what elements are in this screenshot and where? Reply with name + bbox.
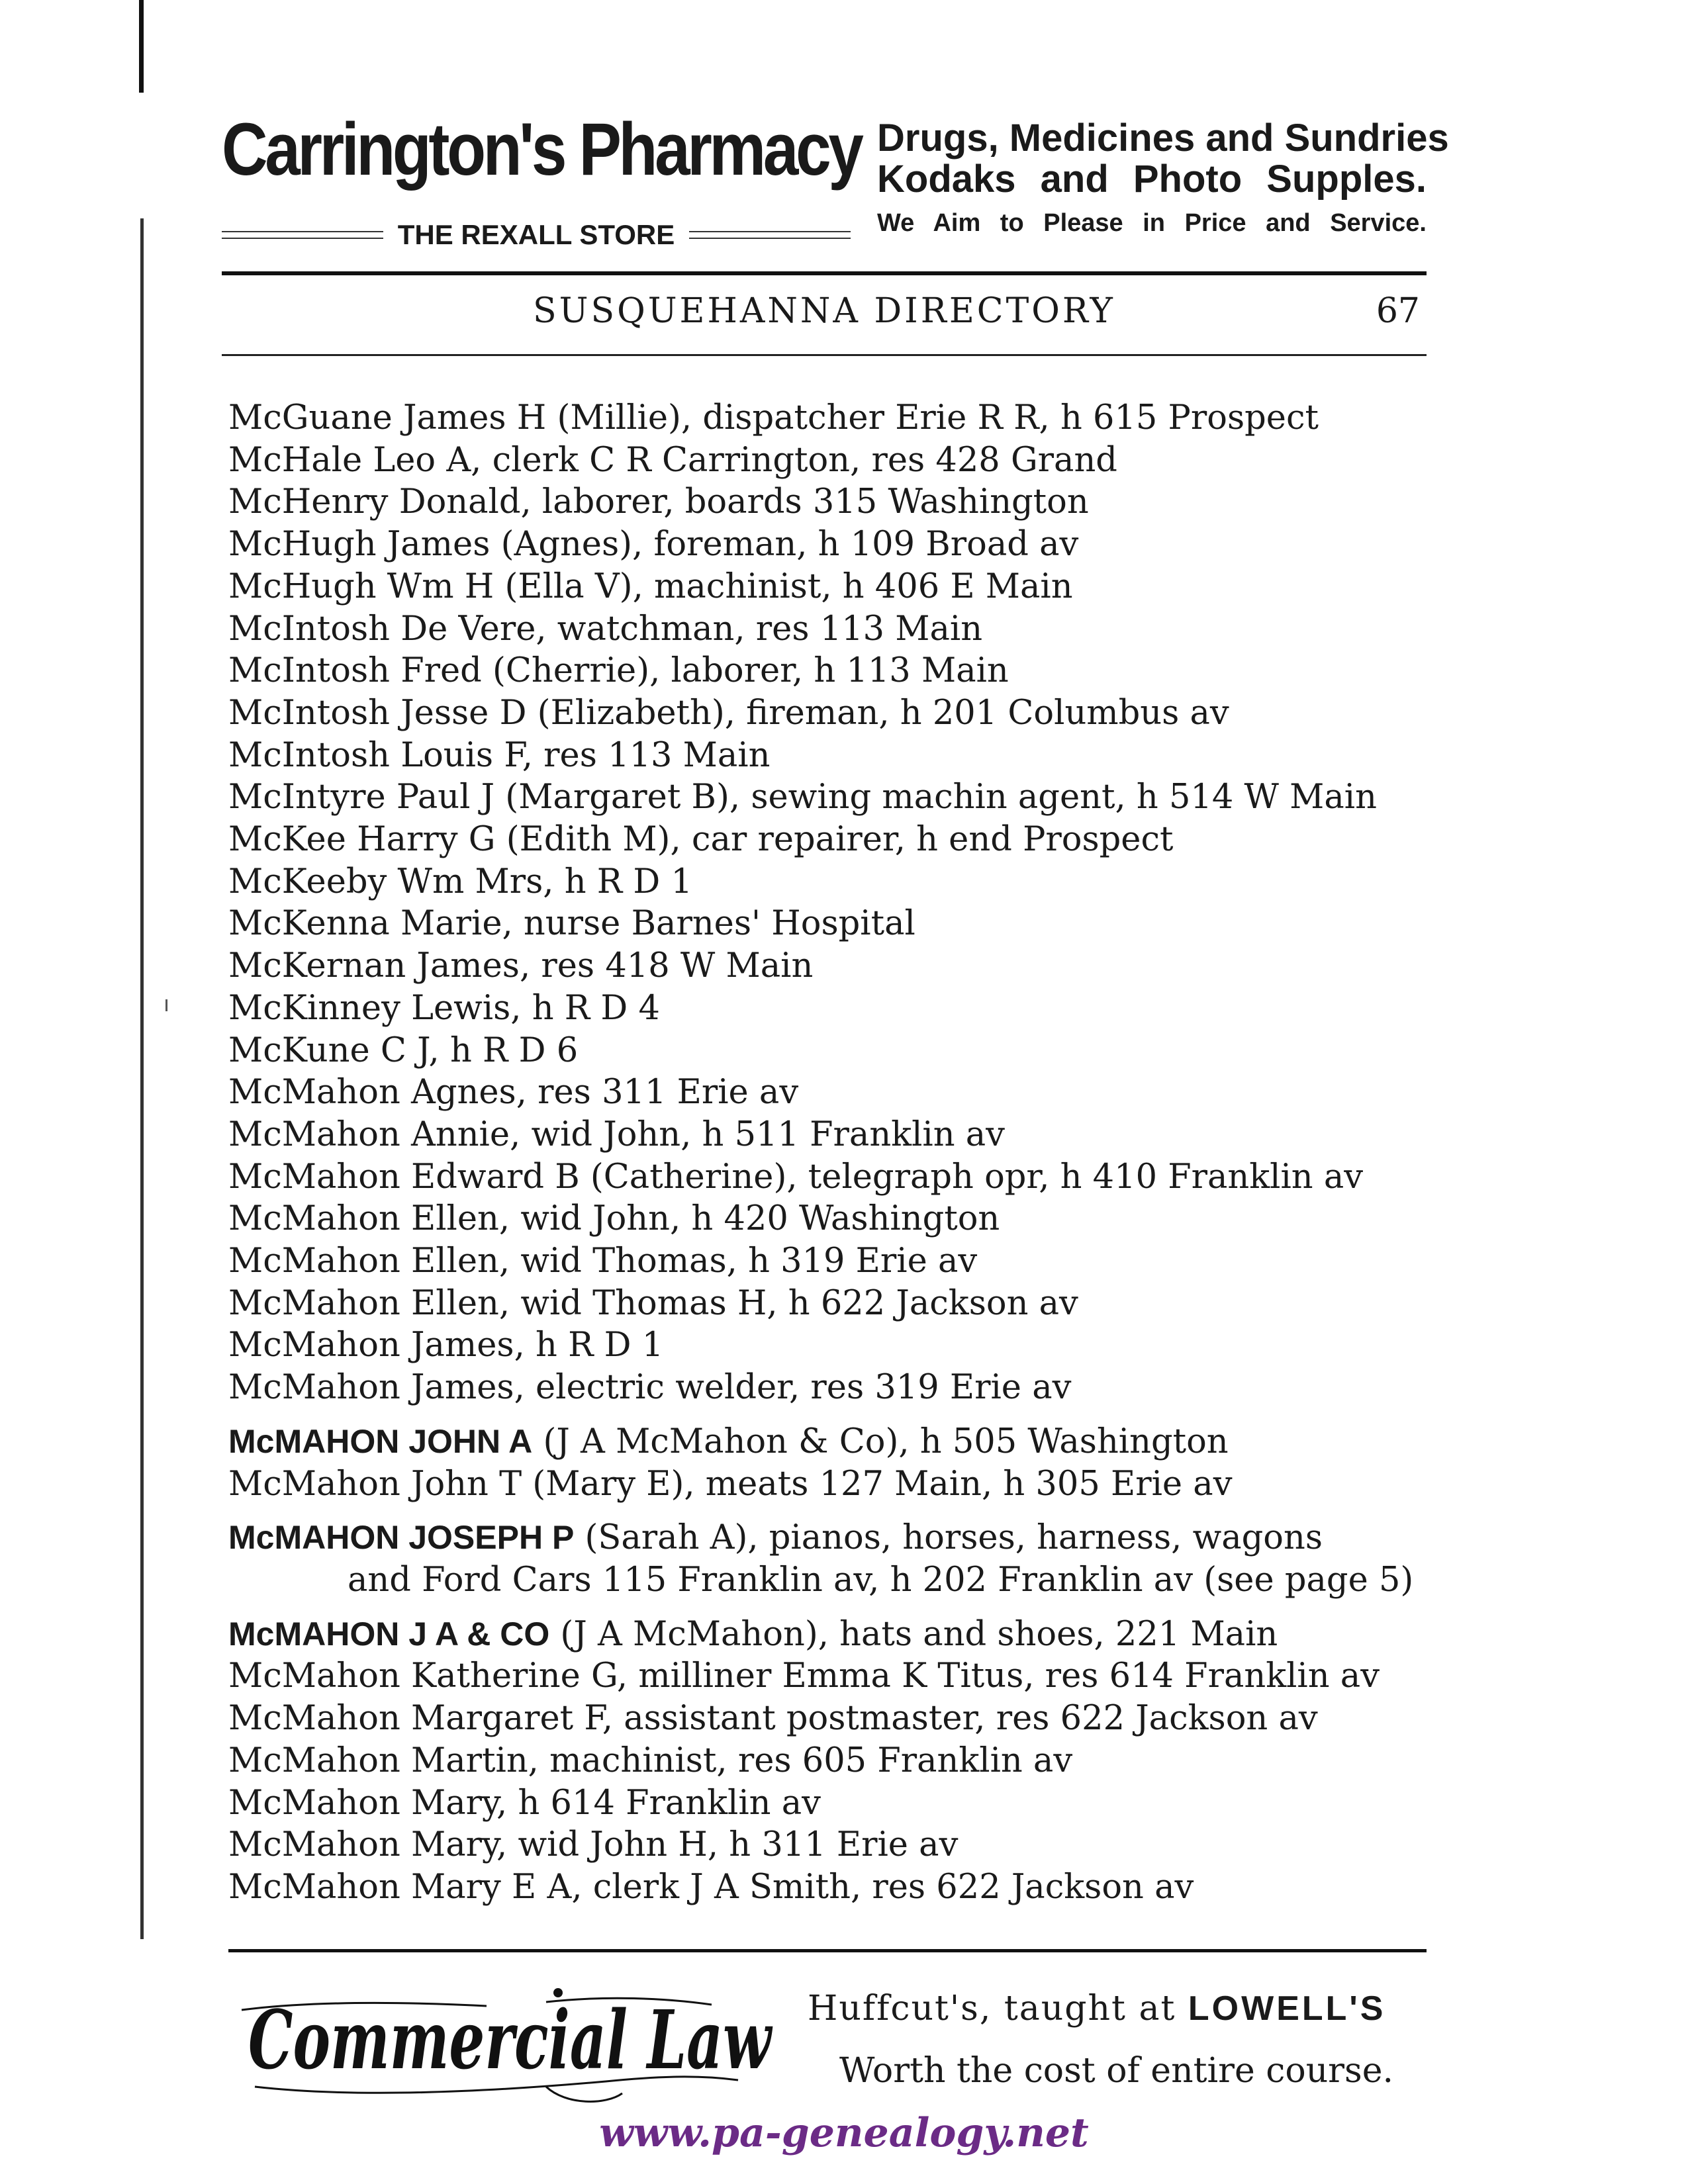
listing-text: McIntyre Paul J (Margaret B), sewing machin agent, h 514 W Main xyxy=(228,778,1377,817)
listing-text: (J A McMahon), hats and shoes, 221 Main xyxy=(549,1614,1278,1654)
lowells-advertisement xyxy=(808,1989,1430,2091)
commercial-law-script-logo xyxy=(235,1976,784,2108)
listing-text: McIntosh Louis F, res 113 Main xyxy=(228,735,771,775)
listing-text: McIntosh Jesse D (Elizabeth), fireman, h 201 Columbus av xyxy=(228,693,1229,733)
double-rule-left xyxy=(222,231,383,239)
listing-entry xyxy=(228,439,1440,482)
listing-entry xyxy=(228,1824,1440,1866)
listing-entry xyxy=(228,650,1440,692)
double-rule-right xyxy=(689,231,851,239)
listing-text: McGuane James H (Millie), dispatcher Erie R R, h 615 Prospect xyxy=(228,398,1319,437)
listing-entry xyxy=(228,692,1440,735)
listing-text: McHugh Wm H (Ella V), machinist, h 406 E Main xyxy=(228,567,1073,606)
listing-entry xyxy=(228,1782,1440,1825)
listing-text: McIntosh De Vere, watchman, res 113 Main xyxy=(228,609,983,649)
listing-text: McKenna Marie, nurse Barnes' Hospital xyxy=(228,904,915,944)
listing-entry xyxy=(228,1114,1440,1156)
rexall-store-label: THE REXALL STORE xyxy=(397,219,675,250)
listing-entry xyxy=(228,1463,1440,1506)
listing-text: McMahon James, electric welder, res 319 Erie av xyxy=(228,1368,1072,1408)
listing-text: McMahon John T (Mary E), meats 127 Main, h 305 Erie av xyxy=(228,1464,1233,1504)
listing-entry xyxy=(228,1698,1440,1740)
listing-entry xyxy=(228,1655,1440,1698)
logo-lettering: Commercial Law xyxy=(248,1992,773,2087)
margin-speck xyxy=(165,999,167,1011)
listing-text: McMahon Edward B (Catherine), telegraph opr, h 410 Franklin av xyxy=(228,1157,1364,1197)
listing-text: McMahon Ellen, wid Thomas, h 319 Erie av xyxy=(228,1242,978,1281)
lowells-name: LOWELL'S xyxy=(1188,1989,1386,2028)
listing-entry xyxy=(228,945,1440,987)
footer-rule xyxy=(228,1949,1427,1952)
listing-entry xyxy=(228,1156,1440,1199)
listing-entry xyxy=(228,1240,1440,1283)
ad-line-slogan: We Aim to Please in Price and Service. xyxy=(877,209,1427,237)
listing-entry xyxy=(228,819,1440,861)
listing-entry xyxy=(228,1517,1440,1601)
listing-entry xyxy=(228,1614,1440,1656)
listing-text: McKernan James, res 418 W Main xyxy=(228,946,814,986)
listing-entry xyxy=(228,1740,1440,1782)
listing-text: (J A McMahon & Co), h 505 Washington xyxy=(532,1422,1229,1461)
listing-text: (Sarah A), pianos, horses, harness, wagons xyxy=(574,1518,1323,1558)
listing-text: McKee Harry G (Edith M), car repairer, h end Prospect xyxy=(228,820,1174,860)
listing-text: McKune C J, h R D 6 xyxy=(228,1030,579,1070)
listing-text: McKeeby Wm Mrs, h R D 1 xyxy=(228,862,692,901)
listing-entry xyxy=(228,1283,1440,1325)
listing-bold-name: McMAHON J A & CO xyxy=(228,1615,550,1653)
listing-entry xyxy=(228,608,1440,651)
listing-text: McMahon Martin, machinist, res 605 Franklin av xyxy=(228,1741,1073,1780)
rexall-store-banner xyxy=(222,215,851,255)
margin-mark xyxy=(139,0,144,93)
listing-entry xyxy=(228,903,1440,945)
site-watermark[interactable]: www.pa-genealogy.net xyxy=(599,2110,1089,2156)
ad-line-kodaks: Kodaks and Photo Supples. xyxy=(877,158,1427,201)
listing-text: McKinney Lewis, h R D 4 xyxy=(228,988,660,1028)
listing-entry xyxy=(228,1198,1440,1240)
listing-entry xyxy=(228,987,1440,1030)
listing-text: McHugh James (Agnes), foreman, h 109 Broad av xyxy=(228,525,1079,565)
ad-taught-line xyxy=(808,1989,1430,2028)
listing-entry xyxy=(228,1071,1440,1114)
listing-text: McMahon Margaret F, assistant postmaster, res 622 Jackson av xyxy=(228,1699,1318,1739)
listing-text: McMahon Agnes, res 311 Erie av xyxy=(228,1073,799,1113)
listing-entry xyxy=(228,566,1440,608)
directory-listings xyxy=(228,397,1440,1909)
listing-text: McMahon Katherine G, milliner Emma K Titus, res 614 Franklin av xyxy=(228,1657,1380,1696)
listing-text: McHale Leo A, clerk C R Carrington, res 428 Grand xyxy=(228,440,1117,480)
listing-text: McHenry Donald, laborer, boards 315 Washington xyxy=(228,482,1089,522)
listing-entry xyxy=(228,481,1440,523)
header-rule-top xyxy=(222,271,1427,275)
listing-text: McMahon James, h R D 1 xyxy=(228,1326,664,1365)
listing-entry xyxy=(228,523,1440,566)
page-number: 67 xyxy=(1376,291,1420,331)
listing-bold-name: McMAHON JOSEPH P xyxy=(228,1519,575,1557)
listing-text: McMahon Mary, h 614 Franklin av xyxy=(228,1783,821,1823)
header-rule-bottom xyxy=(222,354,1427,356)
listing-text: McMahon Annie, wid John, h 511 Franklin av xyxy=(228,1115,1005,1154)
listing-entry xyxy=(228,1324,1440,1367)
pharmacy-name: Carrington's Pharmacy xyxy=(222,108,861,191)
listing-text: McMahon Mary E A, clerk J A Smith, res 622 Jackson av xyxy=(228,1867,1194,1907)
ad-worth-line: Worth the cost of entire course. xyxy=(839,2051,1394,2091)
listing-entry xyxy=(228,1367,1440,1409)
listing-bold-name: McMAHON JOHN A xyxy=(228,1422,533,1460)
pharmacy-ad-copy xyxy=(877,116,1449,238)
listing-entry xyxy=(228,1421,1440,1463)
listing-continuation: and Ford Cars 115 Franklin av, h 202 Franklin av (see page 5) xyxy=(348,1560,1414,1600)
listing-entry xyxy=(228,735,1440,777)
listing-text: McMahon Ellen, wid John, h 420 Washington xyxy=(228,1199,1000,1239)
binding-edge xyxy=(140,218,144,1939)
listing-text: McMahon Ellen, wid Thomas H, h 622 Jackson av xyxy=(228,1283,1078,1323)
directory-title: SUSQUEHANNA DIRECTORY xyxy=(533,291,1115,331)
running-header xyxy=(222,291,1427,338)
pharmacy-advertisement xyxy=(222,106,1449,265)
ad-line-drugs: Drugs, Medicines and Sundries xyxy=(877,116,1449,159)
ad-taught-prefix: Huffcut's, taught at xyxy=(808,1989,1188,2028)
listing-text: McIntosh Fred (Cherrie), laborer, h 113 Main xyxy=(228,651,1009,691)
listing-text: McMahon Mary, wid John H, h 311 Erie av xyxy=(228,1825,959,1865)
listing-entry xyxy=(228,397,1440,439)
listing-entry xyxy=(228,1866,1440,1909)
listing-entry xyxy=(228,861,1440,903)
listing-entry xyxy=(228,1030,1440,1072)
listing-entry xyxy=(228,776,1440,819)
